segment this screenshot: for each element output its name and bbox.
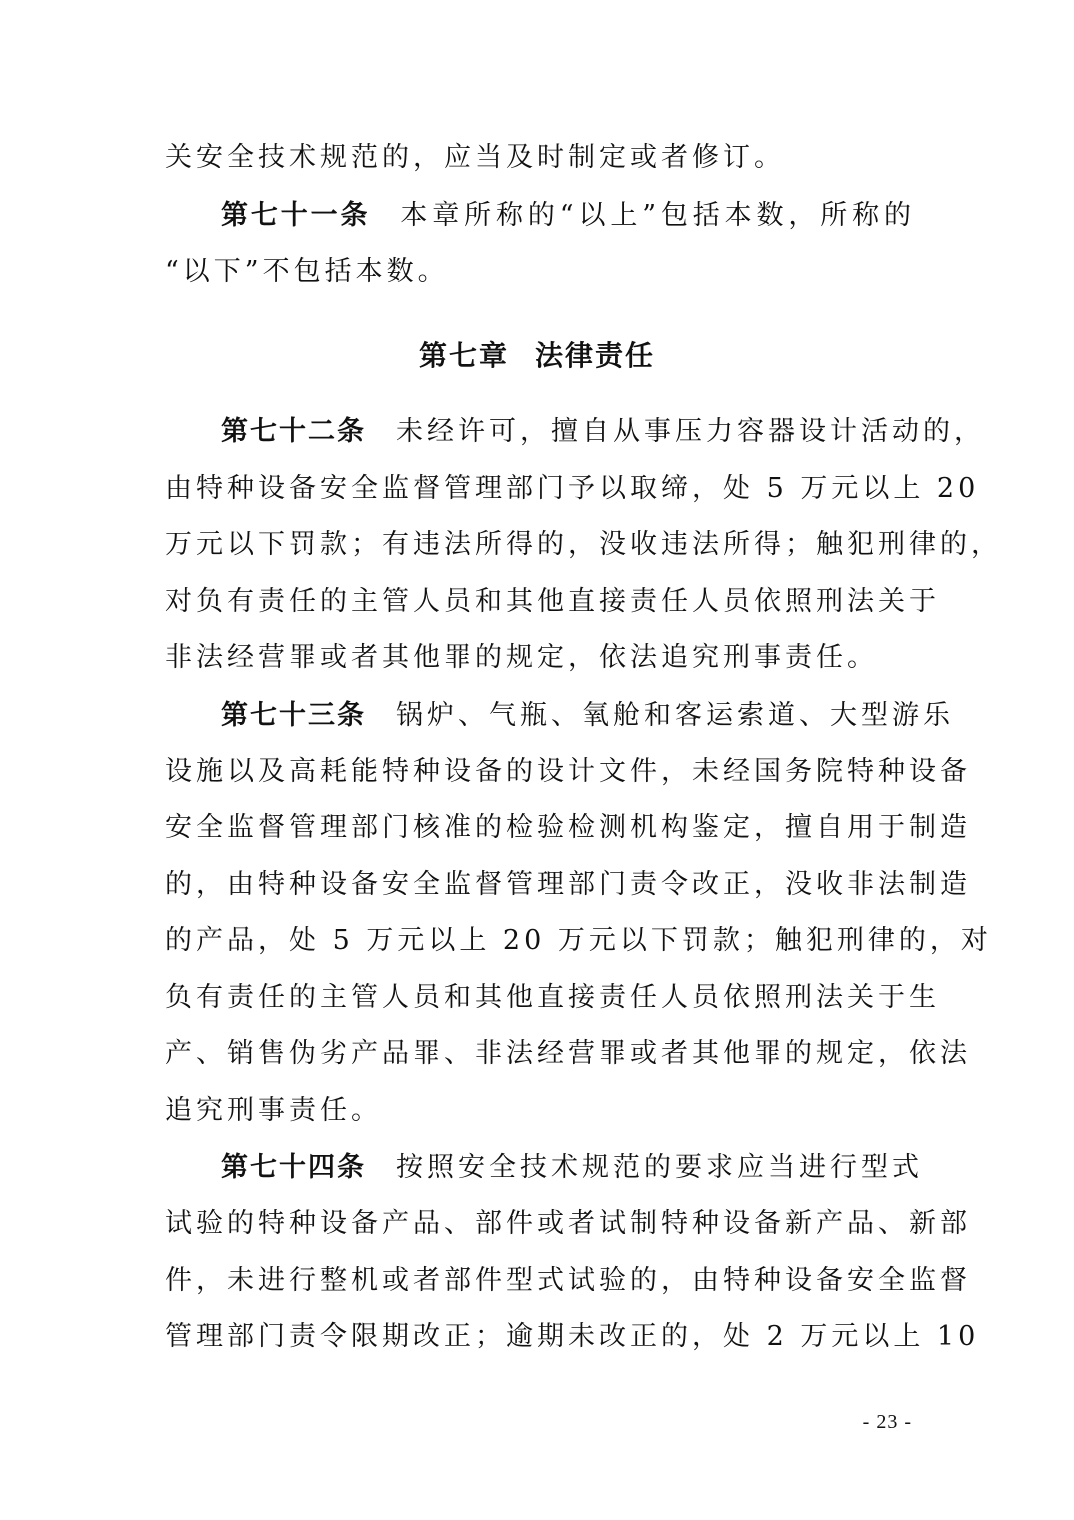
chapter-number: 第七章 bbox=[418, 339, 509, 372]
article-72-line-3: 万元以下罚款；有违法所得的，没收违法所得；触犯刑律的， bbox=[165, 529, 1002, 560]
page-number: - 23 - bbox=[862, 1411, 912, 1433]
article-72-line-1: 未经许可，擅自从事压力容器设计活动的， bbox=[396, 416, 985, 447]
article-71-line-2: “以下”不包括本数。 bbox=[165, 256, 449, 287]
article-71-number: 第七十一条 bbox=[221, 200, 371, 231]
article-72-first-line bbox=[221, 412, 985, 452]
article-72-line-2: 由特种设备安全监督管理部门予以取缔，处 5 万元以上 20 bbox=[165, 473, 980, 504]
article-73-line-3: 安全监督管理部门核准的检验检测机构鉴定，擅自用于制造 bbox=[165, 812, 971, 843]
article-73-line-1: 锅炉、气瓶、氧舱和客运索道、大型游乐 bbox=[396, 700, 954, 731]
article-74-line-3: 件，未进行整机或者部件型式试验的，由特种设备安全监督 bbox=[165, 1265, 971, 1296]
article-72-line-5: 非法经营罪或者其他罪的规定，依法追究刑事责任。 bbox=[165, 642, 878, 673]
article-73-line-5: 的产品，处 5 万元以上 20 万元以下罚款；触犯刑律的，对 bbox=[165, 925, 992, 956]
article-73-number: 第七十三条 bbox=[221, 700, 366, 731]
chapter-heading bbox=[0, 336, 1074, 376]
article-74-number: 第七十四条 bbox=[221, 1152, 366, 1183]
continuation-line: 关安全技术规范的，应当及时制定或者修订。 bbox=[165, 142, 785, 173]
article-71-line-1: 本章所称的“以上”包括本数，所称的 bbox=[400, 200, 916, 231]
article-74-line-2: 试验的特种设备产品、部件或者试制特种设备新产品、新部 bbox=[165, 1208, 971, 1239]
article-74-line-1: 按照安全技术规范的要求应当进行型式 bbox=[396, 1152, 923, 1183]
article-74-first-line bbox=[221, 1148, 923, 1188]
article-73-line-6: 负有责任的主管人员和其他直接责任人员依照刑法关于生 bbox=[165, 982, 940, 1013]
chapter-title: 法律责任 bbox=[535, 339, 656, 372]
article-74-line-4: 管理部门责令限期改正；逾期未改正的，处 2 万元以上 10 bbox=[165, 1321, 980, 1352]
article-73-line-4: 的，由特种设备安全监督管理部门责令改正，没收非法制造 bbox=[165, 869, 971, 900]
article-71-first-line bbox=[221, 196, 915, 236]
article-73-first-line bbox=[221, 696, 954, 736]
article-73-line-8: 追究刑事责任。 bbox=[165, 1095, 382, 1126]
article-72-line-4: 对负有责任的主管人员和其他直接责任人员依照刑法关于 bbox=[165, 586, 940, 617]
article-73-line-7: 产、销售伪劣产品罪、非法经营罪或者其他罪的规定，依法 bbox=[165, 1038, 971, 1069]
article-73-line-2: 设施以及高耗能特种设备的设计文件，未经国务院特种设备 bbox=[165, 756, 971, 787]
article-72-number: 第七十二条 bbox=[221, 416, 366, 447]
